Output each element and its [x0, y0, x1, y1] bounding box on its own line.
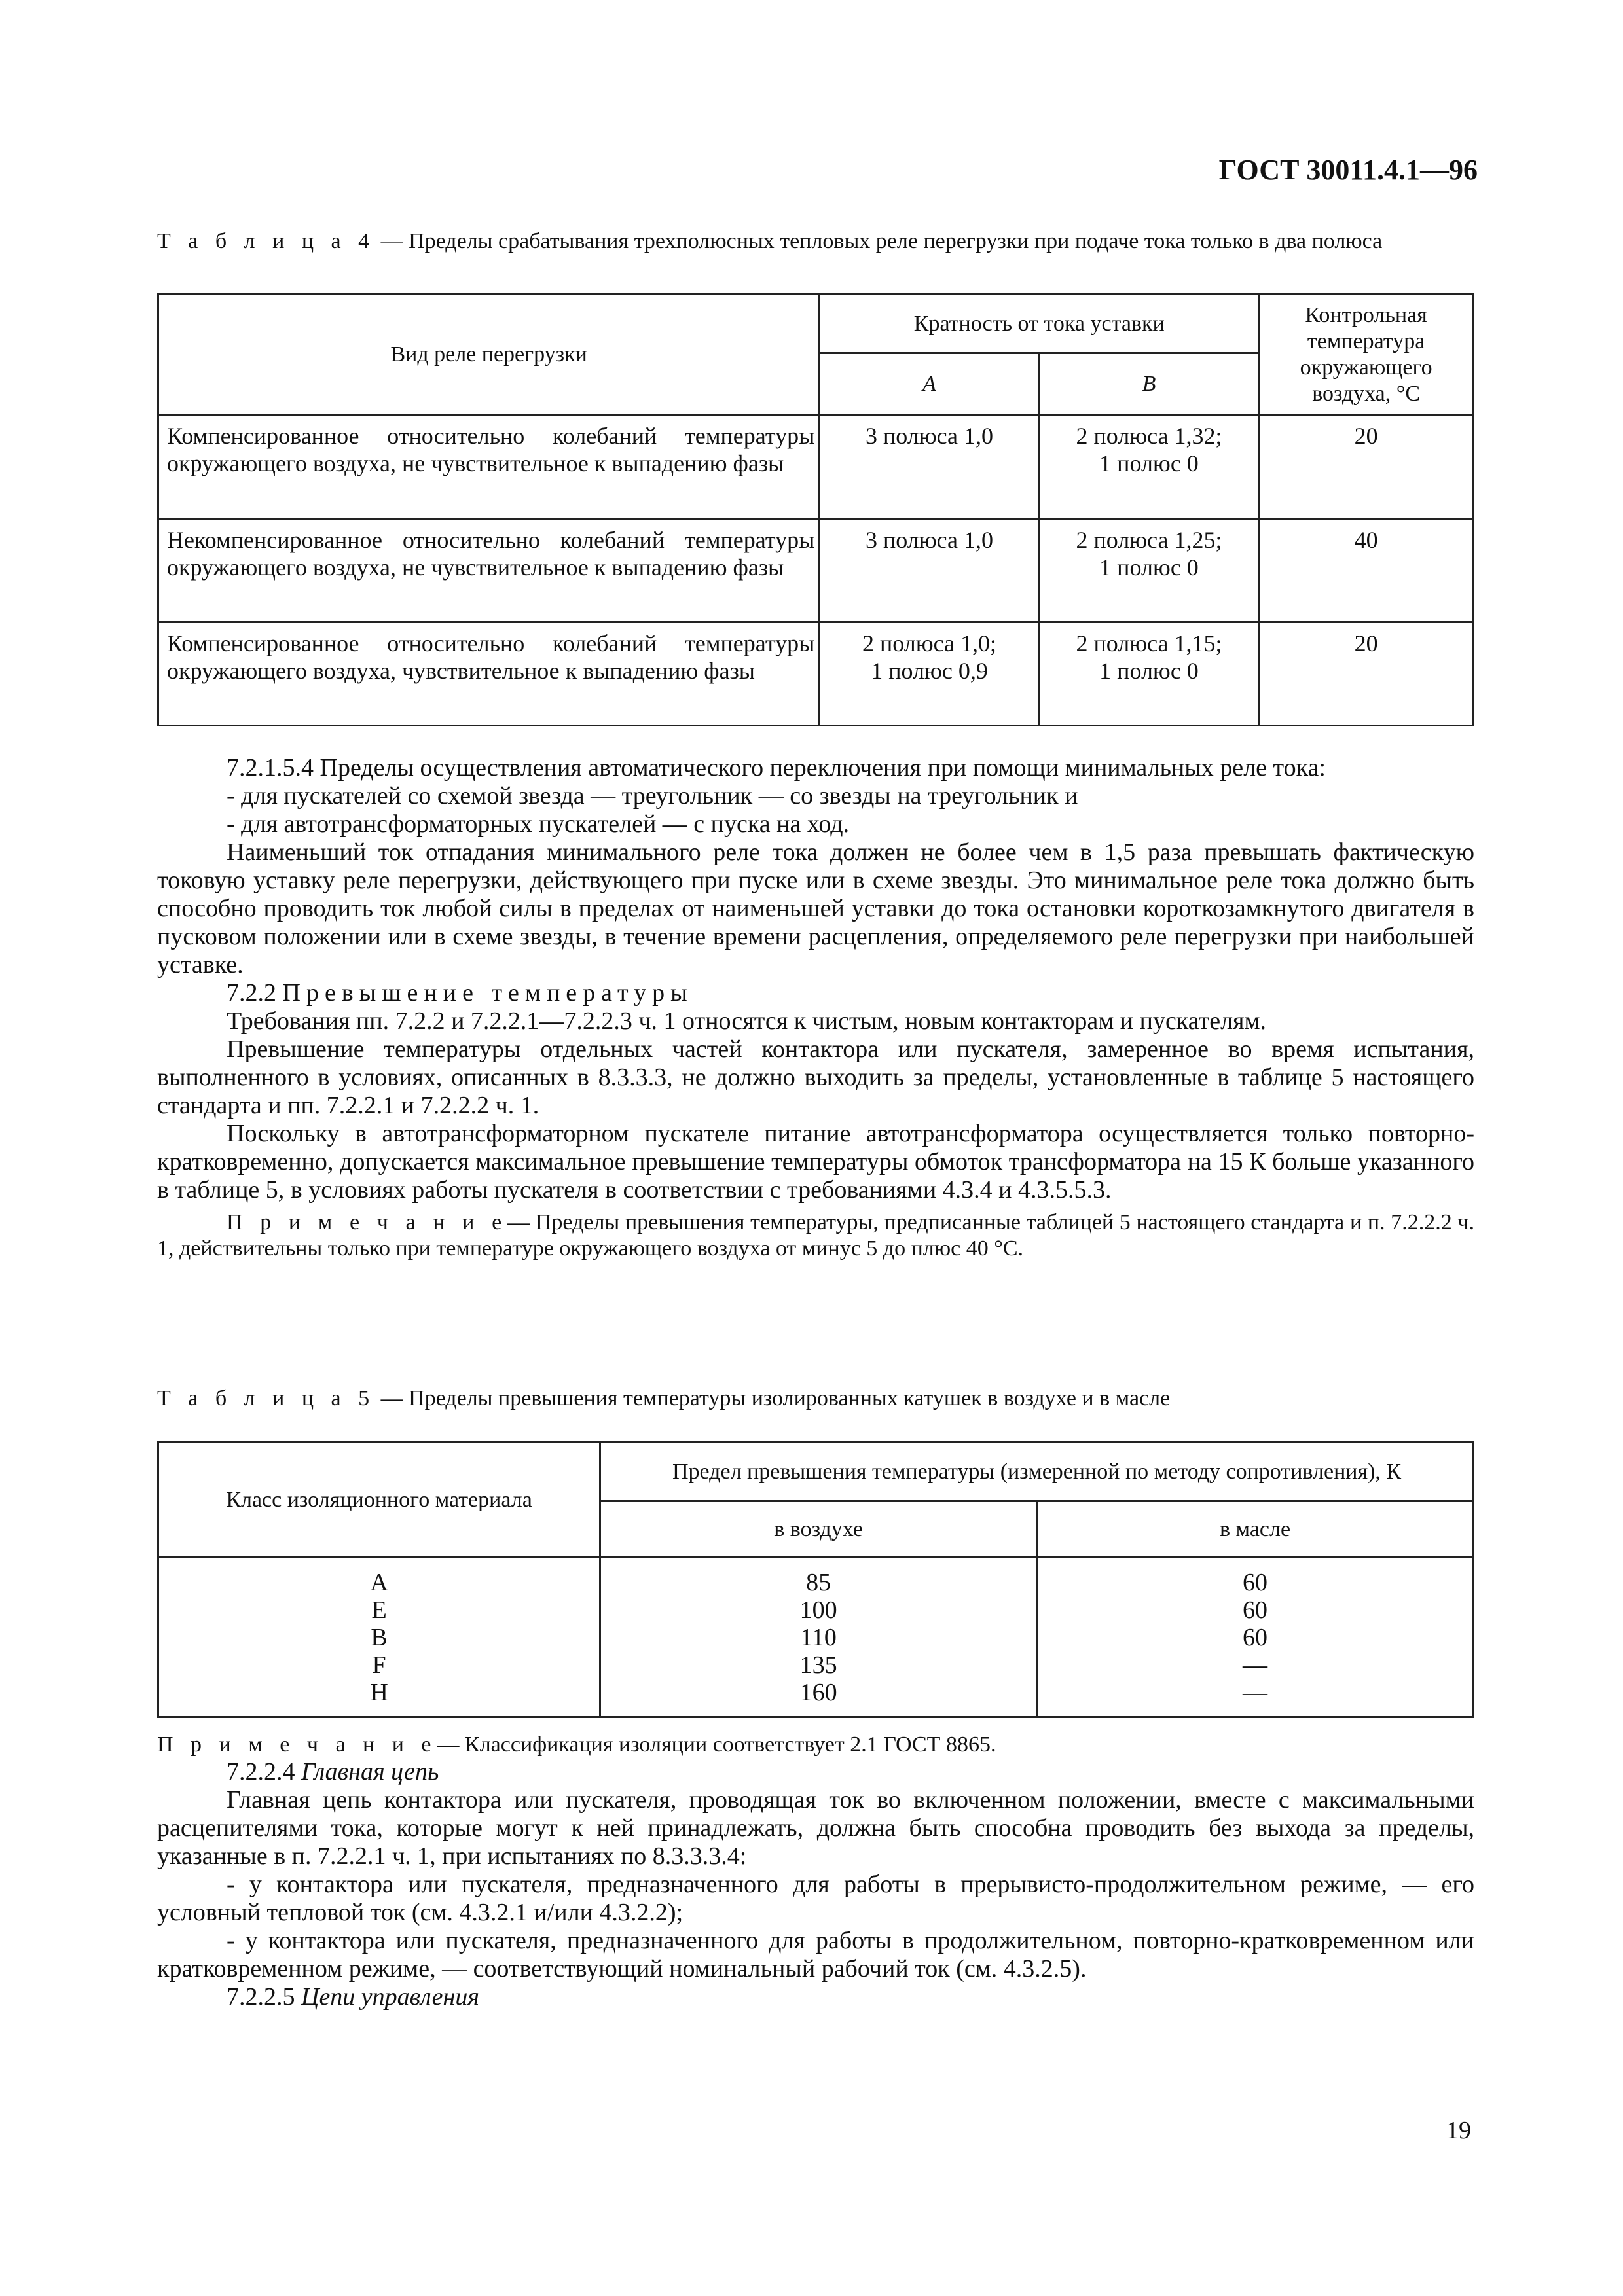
note-text: — Классификация изоляции соответствует 2.1 ГОСТ 8865. — [437, 1732, 996, 1757]
table4-cell-type: Некомпенсированное относительно колебаний температуры окружающего воздуха, не чувствительное к выпадению фазы — [158, 519, 820, 622]
heading-title: Превышение температуры — [282, 979, 693, 1007]
table5-cell: 110 — [800, 1624, 837, 1651]
page-number: 19 — [1446, 2117, 1471, 2144]
cell-line: 1 полюс 0,9 — [871, 658, 988, 684]
table5-column-air — [600, 1558, 1037, 1717]
table4-header-b: В — [1039, 353, 1258, 415]
table5-caption-text: — Пределы превышения температуры изолированных катушек в воздухе и в масле — [380, 1386, 1171, 1410]
note-label: П р и м е ч а н и е — [227, 1210, 508, 1234]
table5-cell: 85 — [806, 1569, 831, 1596]
table5-cell: 60 — [1243, 1596, 1268, 1624]
table4-caption-text: — Пределы срабатывания трехполюсных тепловых реле перегрузки при подаче тока только в два полюса — [380, 229, 1383, 253]
cell-line: 2 полюса 1,15; — [1076, 630, 1222, 656]
cell-line: 1 полюс 0 — [1099, 450, 1199, 476]
table4-caption — [157, 228, 1473, 255]
paragraph: Превышение температуры отдельных частей контактора или пускателя, замеренное во время испытания, выполненного в условиях, описанных в 8.3.3.3, не должно выходить за пределы, установленные в таблице 5 настоящего стандарта и пп. 7.2.2.1 и 7.2.2.2 ч. 1. — [157, 1035, 1474, 1119]
table5-cell: A — [370, 1569, 388, 1596]
table5-cell: 135 — [799, 1651, 837, 1679]
heading-title: Главная цепь — [301, 1758, 439, 1785]
table5 — [157, 1441, 1474, 1718]
table4 — [157, 293, 1474, 726]
table4-cell-b — [1039, 519, 1258, 622]
table5-cell: — — [1243, 1651, 1268, 1679]
table4-header-type: Вид реле перегрузки — [158, 295, 820, 415]
note — [157, 1210, 1474, 1262]
list-item: - у контактора или пускателя, предназначенного для работы в прерывисто-продолжительном режиме, — его условный тепловой ток (см. 4.3.2.1 и/или 4.3.2.2); — [157, 1871, 1474, 1926]
note-label: П р и м е ч а н и е — [157, 1732, 437, 1757]
table4-cell-a — [820, 415, 1039, 519]
section-7-2-2-4 — [157, 1732, 1474, 2011]
table5-cell: F — [372, 1651, 386, 1679]
list-item: - у контактора или пускателя, предназначенного для работы в продолжительном, повторно-кратковременном или кратковременном режиме, — соответствующий номинальный рабочий ток (см. 4.3.2.5). — [157, 1927, 1474, 1982]
table5-cell: 60 — [1243, 1569, 1268, 1596]
table5-cell: H — [370, 1679, 388, 1706]
section-heading-7-2-2 — [157, 979, 1474, 1007]
table4-cell-temperature: 20 — [1259, 622, 1474, 726]
table5-cell: 160 — [799, 1679, 837, 1706]
table-row — [158, 622, 1474, 726]
table4-header-a: А — [820, 353, 1039, 415]
table5-cell: — — [1243, 1679, 1268, 1706]
table5-caption — [157, 1385, 1473, 1412]
cell-line: 1 полюс 0 — [1099, 658, 1199, 684]
paragraph: 7.2.1.5.4 Пределы осуществления автоматического переключения при помощи минимальных реле тока: — [227, 754, 1326, 781]
note-text: — Пределы превышения температуры, предписанные таблицей 5 настоящего стандарта и п. 7.2.2.2 ч. 1, действительны только при температуре окружающего воздуха от минус 5 до плюс 40 °С. — [157, 1210, 1474, 1261]
table5-caption-label: Т а б л и ц а 5 — [157, 1386, 376, 1410]
table4-header-multiplicity: Кратность от тока уставки — [820, 295, 1259, 353]
paragraph: Наименьший ток отпадания минимального реле тока должен не более чем в 1,5 раза превышать фактическую токовую уставку реле перегрузки, действующего при пуске или в схеме звезды. Это минимальное реле тока должно быть способно проводить ток любой силы в пределах от наименьшей уставки до тока остановки короткозамкнутого двигателя в пусковом положении или в схеме звезды, в течение времени расцепления, определяемого реле перегрузки при наибольшей уставке. — [157, 838, 1474, 978]
table5-cell: E — [371, 1596, 387, 1624]
heading-number: 7.2.2.5 — [227, 1983, 295, 2011]
cell-line: 3 полюса 1,0 — [865, 527, 994, 553]
table5-cell: B — [371, 1624, 388, 1651]
table4-header-temperature: Контрольная температура окружающего воздуха, °С — [1259, 295, 1474, 415]
cell-line: 3 полюса 1,0 — [865, 423, 994, 449]
cell-line: 2 полюса 1,0; — [862, 630, 997, 656]
cell-line: 2 полюса 1,25; — [1076, 527, 1222, 553]
table5-cell: 60 — [1243, 1624, 1268, 1651]
section-heading-7-2-2-5 — [157, 1983, 1474, 2011]
table4-cell-a — [820, 622, 1039, 726]
table5-cell: 100 — [799, 1596, 837, 1624]
table4-caption-label: Т а б л и ц а 4 — [157, 229, 376, 253]
table5-header-oil: в масле — [1037, 1501, 1474, 1558]
paragraph: Поскольку в автотрансформаторном пускателе питание автотрансформатора осуществляется только повторно-кратковременно, допускается максимальное превышение температуры обмоток трансформатора на 15 К больше указанного в таблице 5, в условиях работы пускателя в соответствии с требованиями 4.3.4 и 4.3.5.5.3. — [157, 1120, 1474, 1204]
table4-cell-temperature: 40 — [1259, 519, 1474, 622]
table4-cell-a — [820, 519, 1039, 622]
table5-header-air: в воздухе — [600, 1501, 1037, 1558]
table4-cell-b — [1039, 622, 1258, 726]
heading-number: 7.2.2.4 — [227, 1758, 295, 1785]
table4-cell-type: Компенсированное относительно колебаний температуры окружающего воздуха, не чувствительное к выпадению фазы — [158, 415, 820, 519]
paragraph: Требования пп. 7.2.2 и 7.2.2.1—7.2.2.3 ч. 1 относятся к чистым, новым контакторам и пускателям. — [227, 1007, 1267, 1035]
table-row — [158, 519, 1474, 622]
heading-title: Цепи управления — [301, 1983, 480, 2011]
table4-cell-temperature: 20 — [1259, 415, 1474, 519]
document-header: ГОСТ 30011.4.1—96 — [1218, 154, 1478, 186]
table5-header-class: Класс изоляционного материала — [158, 1443, 600, 1558]
list-item: - для пускателей со схемой звезда — треугольник — со звезды на треугольник и — [227, 782, 1078, 810]
table5-column-class — [158, 1558, 600, 1717]
table5-header-limit: Предел превышения температуры (измеренной по методу сопротивления), К — [600, 1443, 1474, 1501]
cell-line: 1 полюс 0 — [1099, 554, 1199, 581]
section-7-2-1-5-4 — [157, 754, 1474, 1262]
note — [157, 1732, 1474, 1758]
paragraph: Главная цепь контактора или пускателя, проводящая ток во включенном положении, вместе с максимальными расцепителями тока, которые могут к ней принадлежать, должна быть способна проводить без выхода за пределы, указанные в п. 7.2.2.1 ч. 1, при испытаниях по 8.3.3.3.4: — [157, 1786, 1474, 1870]
table4-cell-type: Компенсированное относительно колебаний температуры окружающего воздуха, чувствительное к выпадению фазы — [158, 622, 820, 726]
table-row — [158, 415, 1474, 519]
list-item: - для автотрансформаторных пускателей — с пуска на ход. — [227, 810, 850, 838]
table4-cell-b — [1039, 415, 1258, 519]
table5-column-oil — [1037, 1558, 1474, 1717]
section-heading-7-2-2-4 — [157, 1758, 1474, 1786]
cell-line: 2 полюса 1,32; — [1076, 423, 1222, 449]
heading-number: 7.2.2 — [227, 979, 276, 1007]
